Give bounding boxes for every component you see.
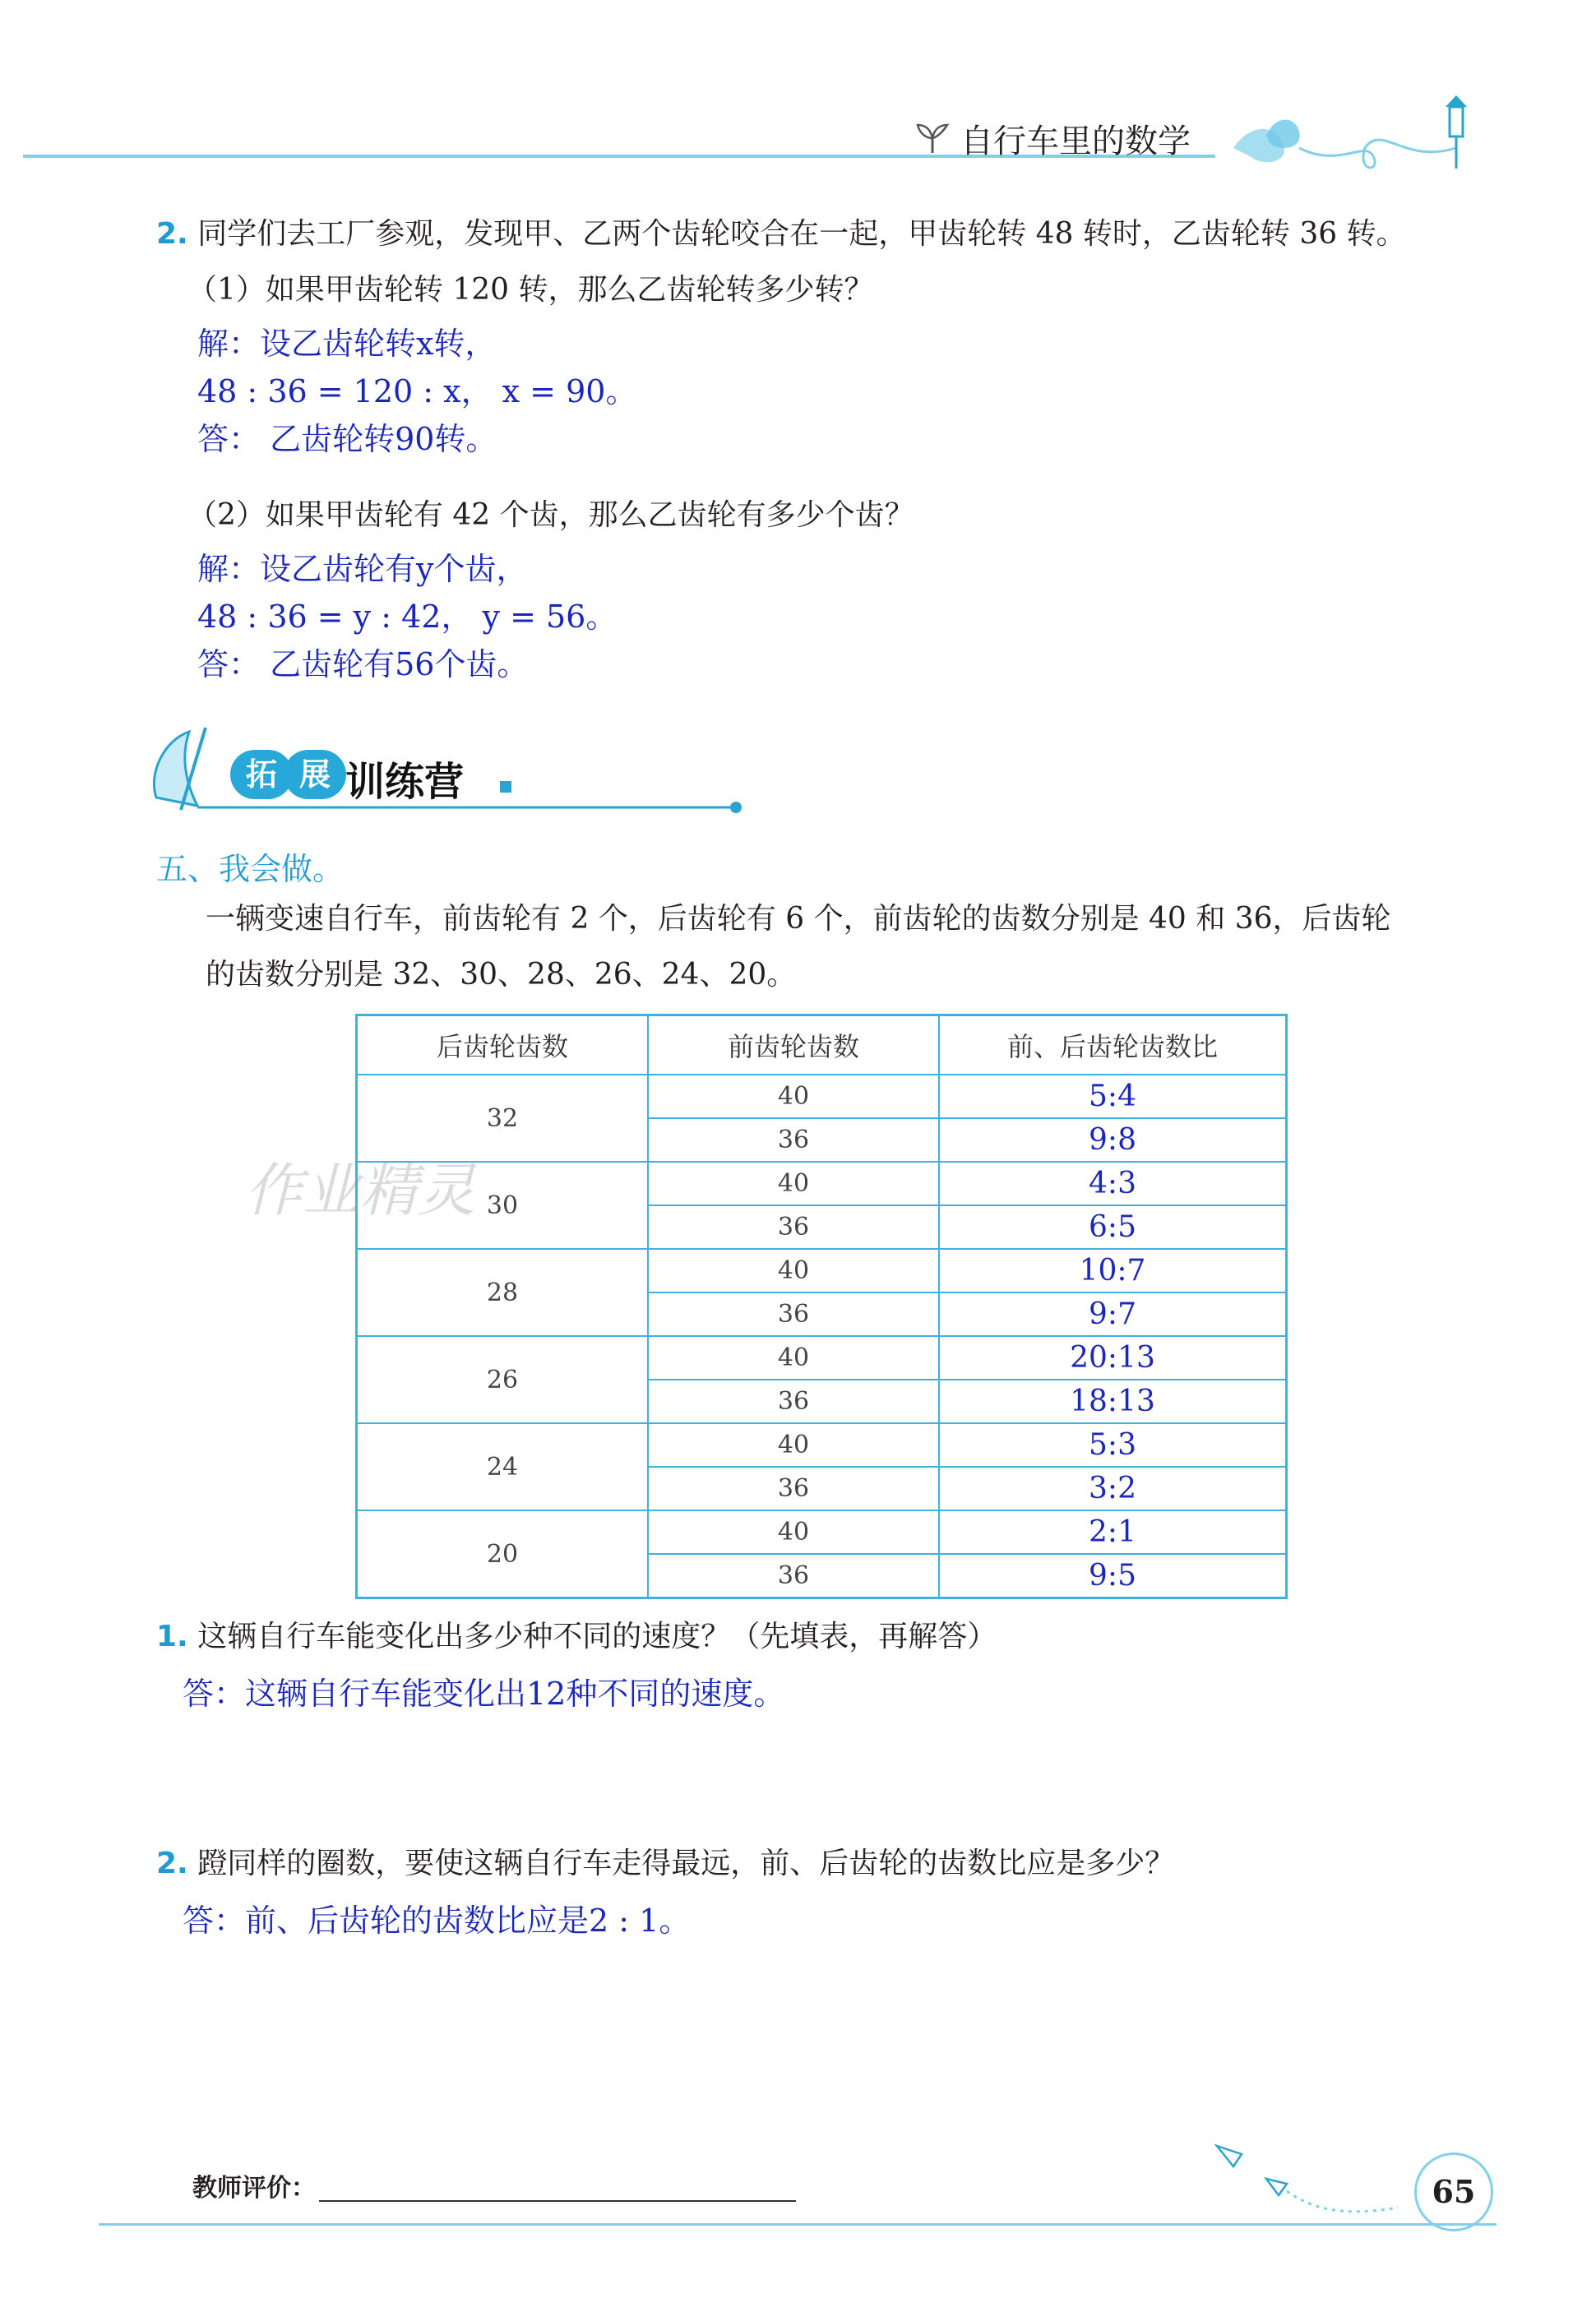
front-teeth-cell: 40 (648, 1336, 939, 1380)
header-rear-teeth: 后齿轮齿数 (357, 1015, 649, 1075)
ratio-cell: 9:5 (939, 1554, 1287, 1598)
table-row (357, 1249, 1287, 1292)
header-front-teeth: 前齿轮齿数 (648, 1015, 939, 1075)
ratio-cell: 9:7 (939, 1292, 1287, 1336)
ratio-cell: 2:1 (939, 1510, 1287, 1554)
section-intro-line2: 的齿数分别是 32、30、28、26、24、20。 (206, 958, 797, 992)
ratio-cell: 6:5 (939, 1205, 1287, 1249)
front-teeth-cell: 36 (648, 1467, 939, 1510)
gear-ratio-table (355, 1014, 1288, 1599)
p2-number: 2. (156, 1847, 188, 1880)
p2-answer: 答：前、后齿轮的齿数比应是2 : 1。 (183, 1903, 691, 1939)
front-teeth-cell: 40 (648, 1162, 939, 1205)
section-heading: 五、我会做。 (156, 851, 345, 887)
front-teeth-cell: 36 (648, 1380, 939, 1423)
q2-sub2-answer-line3: 答： 乙齿轮有56个齿。 (197, 646, 529, 682)
q2-sub1-answer-line1: 解：设乙齿轮转x转， (197, 326, 497, 362)
q2-text: 同学们去工厂参观，发现甲、乙两个齿轮咬合在一起，甲齿轮转 48 转时，乙齿轮转 36 转。 (197, 217, 1406, 251)
butterfly-lamp-decoration-icon (1217, 90, 1488, 173)
p1-question-line (156, 1618, 997, 1656)
banner-pill-1: 拓 (230, 750, 293, 799)
front-teeth-cell: 40 (648, 1423, 939, 1467)
q2-sub2-answer-line1: 解：设乙齿轮有y个齿， (197, 551, 528, 587)
chapter-title: 自行车里的数学 (960, 123, 1191, 160)
rear-teeth-cell: 28 (357, 1249, 649, 1336)
front-teeth-cell: 40 (648, 1075, 939, 1118)
p1-question: 这辆自行车能变化出多少种不同的速度？（先填表，再解答） (197, 1620, 997, 1653)
front-teeth-cell: 36 (648, 1118, 939, 1162)
banner-title: 训练营 (345, 759, 465, 805)
footer-rule (99, 2223, 1497, 2226)
ratio-cell: 9:8 (939, 1118, 1287, 1162)
rear-teeth-cell: 30 (357, 1162, 649, 1249)
table-header-row (357, 1015, 1287, 1075)
ratio-cell: 18:13 (939, 1380, 1287, 1423)
page-number: 65 (1414, 2152, 1493, 2231)
table-row (357, 1162, 1287, 1205)
q2-stem (156, 215, 1406, 253)
table-row (357, 1423, 1287, 1467)
ratio-cell: 3:2 (939, 1467, 1287, 1510)
front-teeth-cell: 36 (648, 1554, 939, 1598)
section-intro-line1: 一辆变速自行车，前齿轮有 2 个，后齿轮有 6 个，前齿轮的齿数分别是 40 和 36，后齿轮 (206, 902, 1391, 936)
rear-teeth-cell: 26 (357, 1336, 649, 1423)
ratio-cell: 10:7 (939, 1249, 1287, 1292)
sprout-icon (913, 122, 952, 155)
front-teeth-cell: 36 (648, 1292, 939, 1336)
ratio-cell: 5:3 (939, 1423, 1287, 1467)
front-teeth-cell: 40 (648, 1249, 939, 1292)
rear-teeth-cell: 20 (357, 1510, 649, 1598)
watermark: 作业精灵 (245, 1157, 475, 1224)
q2-sub1-answer-line2: 48 : 36 = 120 : x， x = 90。 (197, 373, 637, 409)
p2-question-line (156, 1845, 1174, 1883)
p1-number: 1. (156, 1620, 188, 1653)
p2-question: 蹬同样的圈数，要使这辆自行车走得最远，前、后齿轮的齿数比应是多少？ (197, 1847, 1175, 1880)
table-row (357, 1336, 1287, 1380)
q2-sub1-answer-line3: 答： 乙齿轮转90转。 (197, 421, 497, 457)
q2-sub2-answer-line2: 48 : 36 = y : 42， y = 56。 (197, 599, 618, 635)
q2-number: 2. (156, 217, 188, 251)
bird-trail-decoration-icon (1209, 2129, 1414, 2220)
rear-teeth-cell: 24 (357, 1423, 649, 1510)
header-ratio: 前、后齿轮齿数比 (939, 1015, 1287, 1075)
table-row (357, 1075, 1287, 1118)
q2-sub1-question: （1）如果甲齿轮转 120 转，那么乙齿轮转多少转？ (187, 273, 874, 307)
ratio-cell: 20:13 (939, 1336, 1287, 1380)
front-teeth-cell: 40 (648, 1510, 939, 1554)
ratio-cell: 5:4 (939, 1075, 1287, 1118)
rear-teeth-cell: 32 (357, 1075, 649, 1162)
teacher-eval-line (319, 2200, 796, 2202)
front-teeth-cell: 36 (648, 1205, 939, 1249)
ratio-cell: 4:3 (939, 1162, 1287, 1205)
banner-pill-2: 展 (284, 750, 346, 799)
table-row (357, 1510, 1287, 1554)
teacher-eval-label: 教师评价： (192, 2174, 316, 2203)
p1-answer: 答：这辆自行车能变化出12种不同的速度。 (183, 1676, 785, 1712)
q2-sub2-question: （2）如果甲齿轮有 42 个齿，那么乙齿轮有多少个齿？ (187, 498, 914, 532)
